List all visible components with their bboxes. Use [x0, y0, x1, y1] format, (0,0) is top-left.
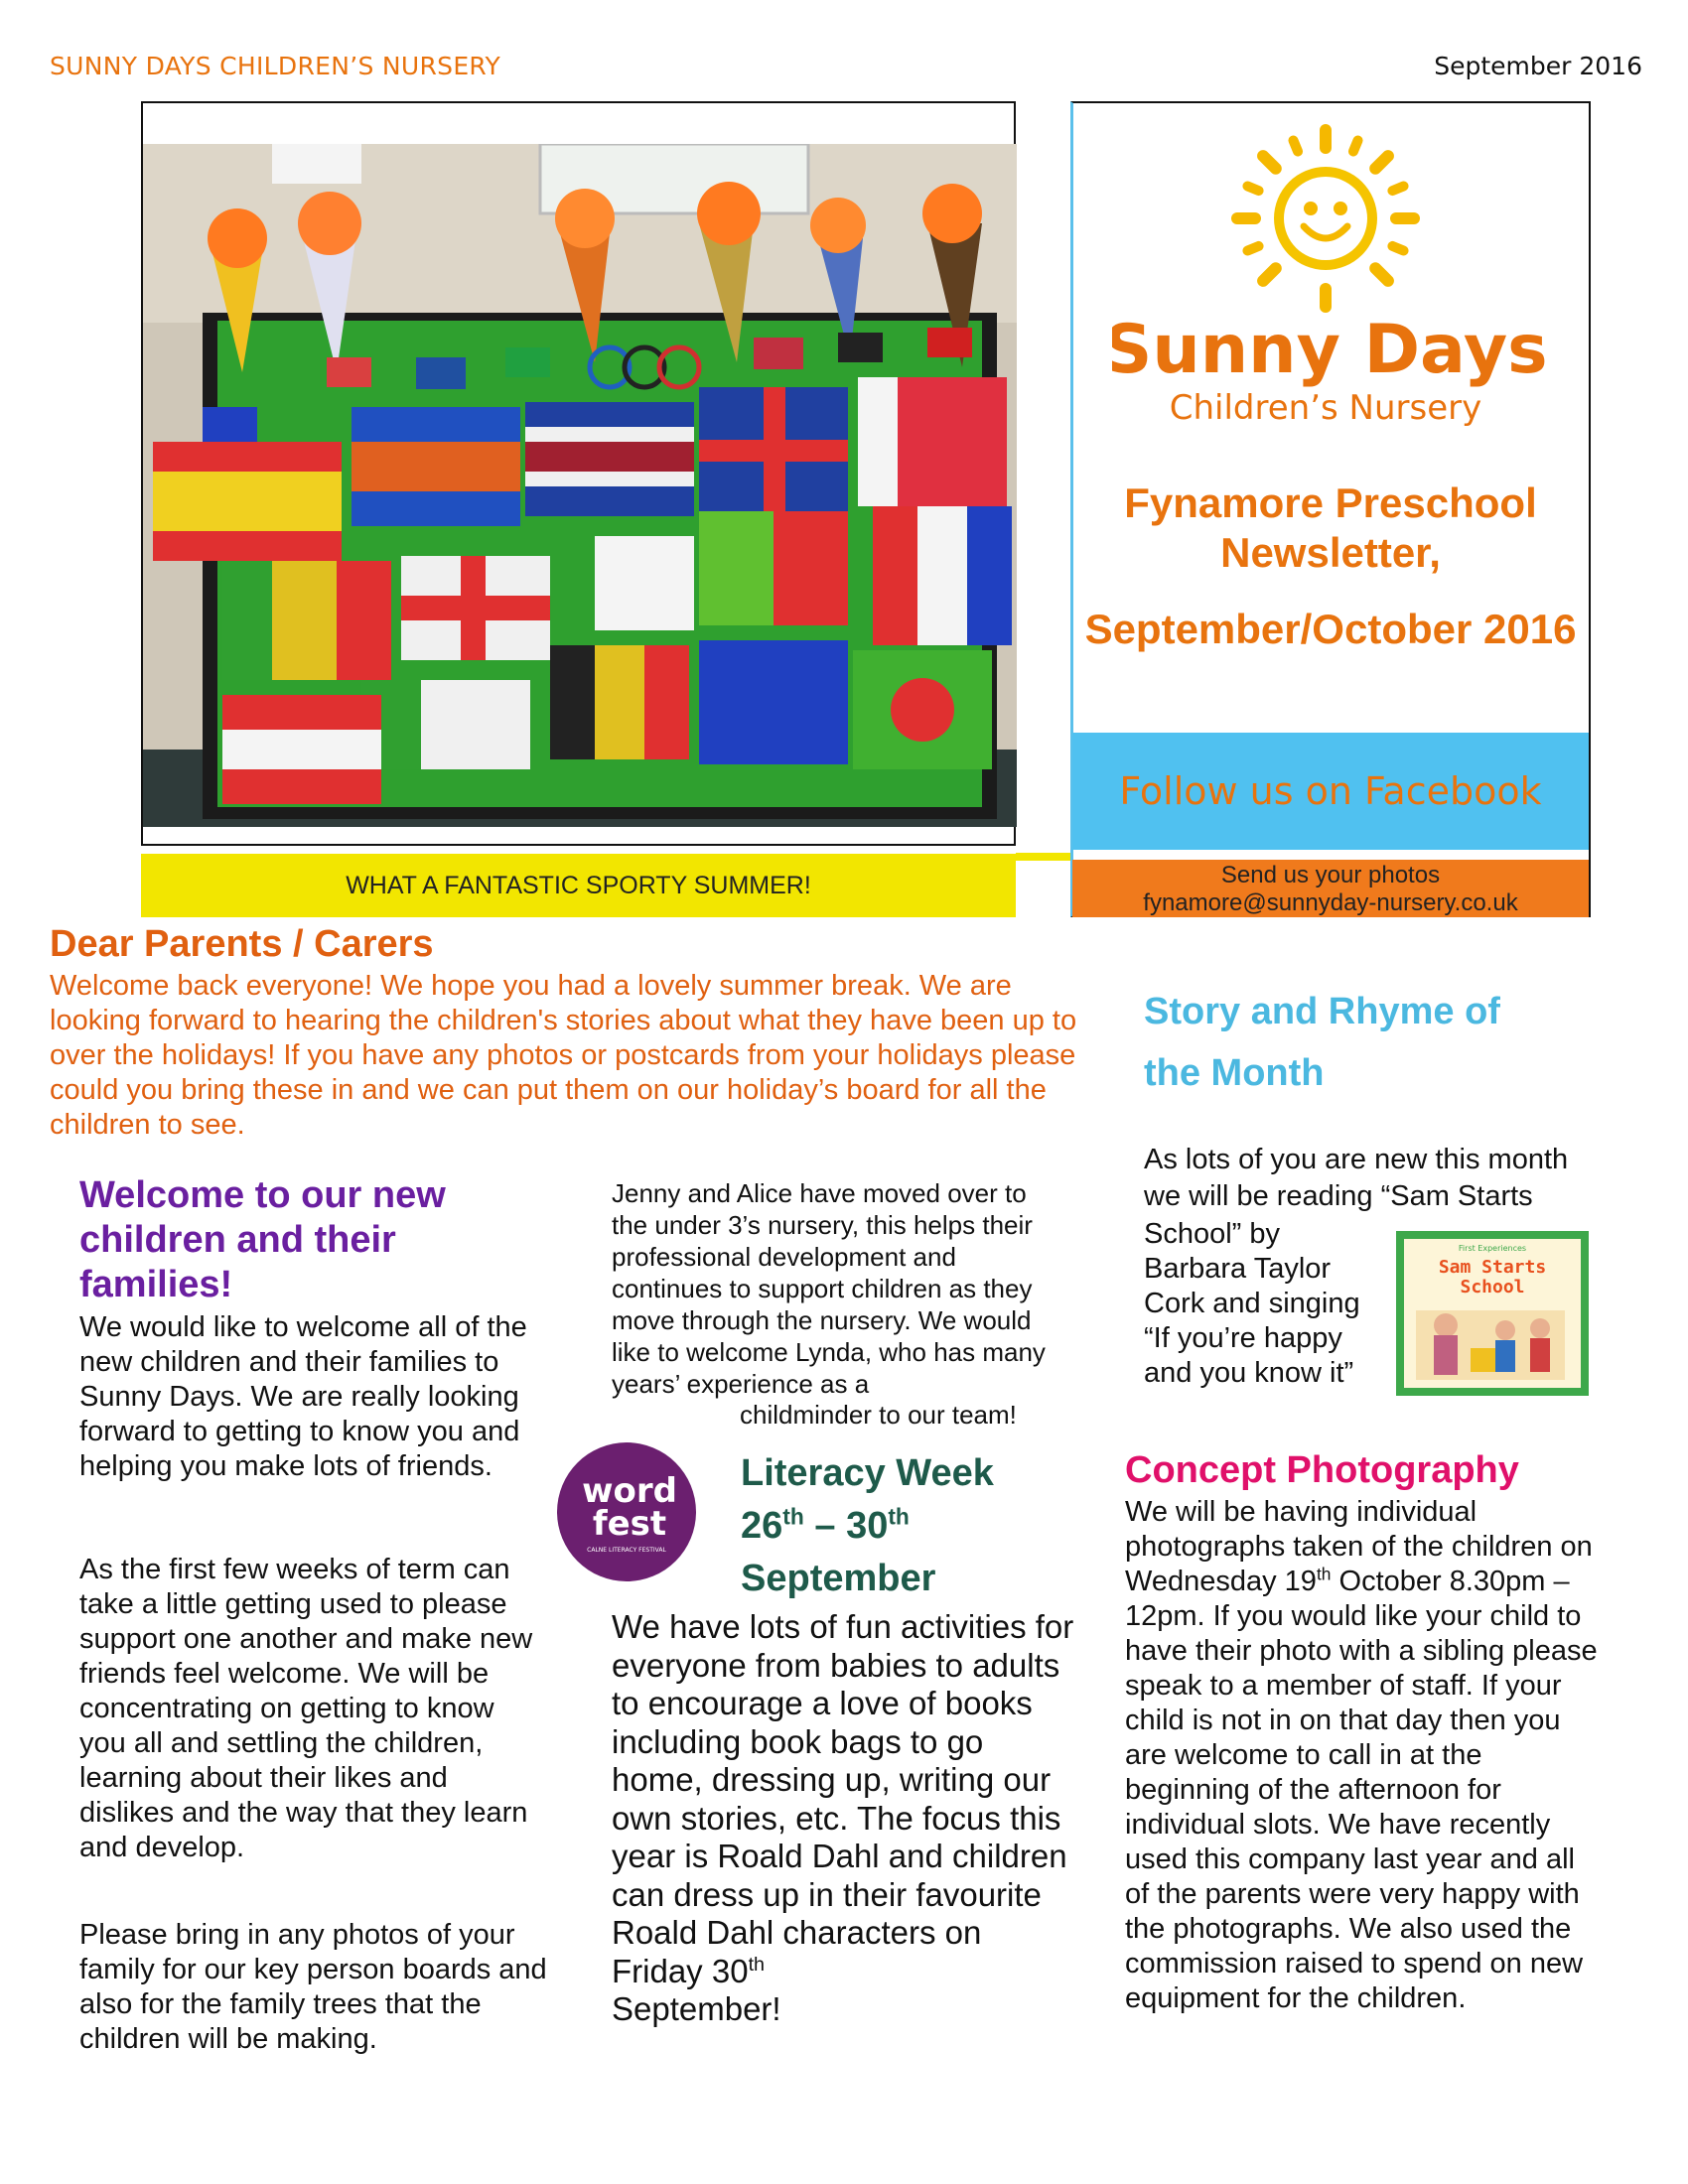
- dear-parents-heading: Dear Parents / Carers: [50, 923, 434, 965]
- story-rhyme-heading: Story and Rhyme of the Month: [1144, 991, 1500, 1094]
- send-photos-text: Send us your photos: [1220, 862, 1441, 888]
- caption-connector: [1016, 853, 1071, 861]
- svg-text:School: School: [1460, 1277, 1525, 1297]
- logo-subtitle: Children’s Nursery: [1169, 388, 1482, 428]
- send-photos-band: [1072, 860, 1589, 917]
- svg-text:Sam Starts: Sam Starts: [1438, 1257, 1547, 1278]
- welcome-paragraph-1: We would like to welcome all of the new children and their families to Sunny Days. We are really looking forward to getting to know you and helping you make lots of friends.: [79, 1311, 527, 1482]
- literacy-week-dates: 26th – 30th: [741, 1503, 910, 1547]
- sam-starts-school-book-cover: [1396, 1231, 1589, 1396]
- newsletter-title: Fynamore Preschool Newsletter,: [1124, 479, 1537, 576]
- literacy-week-title: Literacy Week: [741, 1452, 994, 1494]
- concept-photography-heading: Concept Photography: [1125, 1449, 1519, 1491]
- wordfest-word: word: [582, 1471, 677, 1511]
- wordfest-fest: fest: [592, 1504, 667, 1544]
- literacy-week-body: We have lots of fun activities for everyone from babies to adults to encourage a love of books including book bags to go home, dressing up, writing our own stories, etc. The focus this year is Roald Dahl and children can dress up in their favourite Roald Dahl characters on Friday 30th September!: [612, 1608, 1074, 2027]
- sunny-days-logo: [1112, 124, 1569, 452]
- logo-title: Sunny Days: [1112, 311, 1548, 389]
- issue-date-header: September 2016: [1434, 52, 1642, 80]
- newsletter-date: September/October 2016: [1084, 606, 1577, 652]
- literacy-week-heading: [741, 1447, 1068, 1605]
- staff-news-body: Jenny and Alice have moved over to the under 3’s nursery, this helps their professional development and continues to support children as they move through the nursery. We would like to welcome Lynda, who has many years’ experience as a: [612, 1178, 1046, 1399]
- contact-email-link[interactable]: fynamore@sunnyday-nursery.co.uk: [1143, 889, 1518, 916]
- welcome-paragraph-3: Please bring in any photos of your family for our key person boards and also for the family trees that the children will be making.: [79, 1919, 547, 2055]
- staff-news-last-line: childminder to our team!: [740, 1400, 1017, 1430]
- wordfest-tagline: CALNE LITERACY FESTIVAL: [587, 1547, 666, 1554]
- book-series: First Experiences: [1458, 1244, 1527, 1253]
- story-rhyme-body: School” by Barbara Taylor Cork and singing “If you’re happy and you know it”: [1144, 1218, 1360, 1389]
- flags-display-photo: [143, 144, 1017, 827]
- facebook-link[interactable]: Follow us on Facebook: [1072, 733, 1589, 850]
- concept-photography-body: We will be having individual photographs taken of the children on Wednesday 19th October 8.30pm – 12pm. If you would like your child to have their photo with a sibling please speak to a member of staff. If your child is not in on that day then you are welcome to call in at the beginning of the afternoon for individual slots. We have recently used this company last year and all of the parents were very happy with the photographs. We also used the commission raised to spend on new equipment for the children.: [1125, 1496, 1598, 2014]
- nursery-name-header: SUNNY DAYS CHILDREN’S NURSERY: [50, 52, 501, 80]
- welcome-heading: Welcome to our new children and their families!: [79, 1174, 446, 1305]
- wordfest-logo: [552, 1437, 701, 1586]
- welcome-paragraph-2: As the first few weeks of term can take a little getting used to please support one another and make new friends feel welcome. We will be concentrating on getting to know you all and settling the children, learning about their likes and dislikes and the way that they learn and develop.: [79, 1554, 533, 1863]
- dear-parents-body: Welcome back everyone! We hope you had a lovely summer break. We are looking forward to hearing the children's stories about what they have been up to over the holidays! If you have any photos or postcards from your holidays please could you bring these in and we can put them on our holiday’s board for all the children to see.: [50, 970, 1077, 1141]
- photo-caption: WHAT A FANTASTIC SPORTY SUMMER!: [141, 854, 1016, 917]
- literacy-week-month: September: [741, 1558, 936, 1599]
- story-rhyme-intro: As lots of you are new this month we will be reading “Sam Starts: [1144, 1144, 1569, 1212]
